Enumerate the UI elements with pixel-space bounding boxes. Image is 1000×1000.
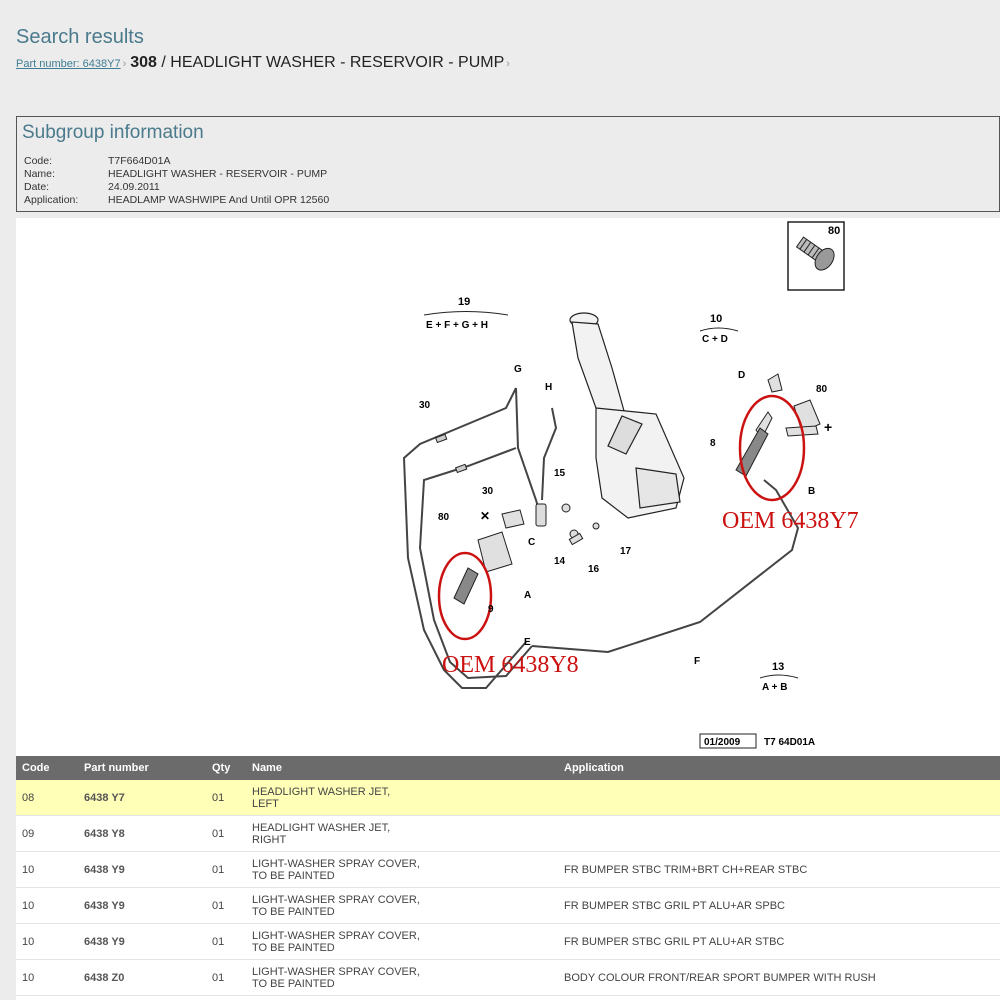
cell-part-number: 6438 Z0: [84, 971, 125, 984]
cell-application: FR BUMPER STBC GRIL PT ALU+AR SPBC: [564, 899, 785, 912]
table-header: [16, 756, 1000, 780]
name-line: LIGHT-WASHER SPRAY COVER,: [252, 893, 420, 906]
callout-19-sub: E + F + G + H: [426, 320, 488, 331]
callout-16: 16: [588, 564, 600, 575]
callout-80-left: 80: [438, 512, 450, 523]
search-results-title: Search results: [16, 26, 144, 48]
cell-qty: 01: [212, 827, 225, 840]
table-row[interactable]: [16, 816, 1000, 852]
table-row[interactable]: [16, 960, 1000, 996]
table-row[interactable]: [16, 780, 1000, 816]
plus-icon: +: [824, 419, 833, 435]
results-header: [8, 6, 1000, 110]
col-application[interactable]: Application: [564, 762, 624, 774]
info-label: Code:: [24, 155, 53, 167]
callout-e: E: [524, 637, 531, 648]
cell-qty: 01: [212, 899, 225, 912]
parts-diagram[interactable]: [16, 218, 1000, 756]
cell-part-number: 6438 Y7: [84, 791, 125, 804]
table-row[interactable]: [16, 852, 1000, 888]
info-value: T7F664D01A: [108, 155, 171, 167]
cell-part-number: 6438 Y8: [84, 827, 125, 840]
cell-code: 10: [22, 899, 35, 912]
callout-17: 17: [620, 546, 632, 557]
cross-icon: ✕: [480, 509, 491, 523]
model-number: 308: [130, 54, 157, 71]
name-line: RIGHT: [252, 833, 287, 846]
washer-reservoir: [570, 313, 684, 518]
col-name[interactable]: Name: [252, 762, 282, 774]
callout-8: 8: [710, 438, 716, 449]
chevron-right-icon: ›: [506, 58, 510, 70]
cell-name: [252, 930, 564, 954]
cell-name: [252, 858, 564, 882]
hose-connectors: [436, 434, 467, 472]
cell-qty: 01: [212, 935, 225, 948]
callout-10-sub: C + D: [702, 334, 728, 345]
subgroup-title: Subgroup information: [22, 122, 204, 143]
table-row[interactable]: [16, 924, 1000, 960]
subgroup-name: / HEADLIGHT WASHER - RESERVOIR - PUMP: [156, 54, 505, 71]
name-line: LIGHT-WASHER SPRAY COVER,: [252, 965, 420, 978]
info-label: Name:: [24, 168, 55, 180]
name-line: LIGHT-WASHER SPRAY COVER,: [252, 857, 420, 870]
cell-qty: 01: [212, 863, 225, 876]
callout-a: A: [524, 590, 532, 601]
diagram-drawing: [16, 218, 1000, 756]
name-line: HEADLIGHT WASHER JET,: [252, 821, 391, 834]
cell-qty: 01: [212, 791, 225, 804]
name-line: TO BE PAINTED: [252, 941, 335, 954]
name-line: TO BE PAINTED: [252, 905, 335, 918]
callout-10: 10: [710, 313, 723, 325]
callout-13: 13: [772, 661, 785, 673]
cell-name: [252, 822, 564, 846]
callout-80-right: 80: [816, 384, 828, 395]
info-value: HEADLAMP WASHWIPE And Until OPR 12560: [108, 194, 330, 206]
callout-c: C: [528, 537, 536, 548]
cell-name: [252, 966, 564, 990]
info-row-name: [24, 168, 329, 181]
col-part-number[interactable]: Part number: [84, 762, 149, 774]
subgroup-info-panel: [16, 116, 1000, 212]
oem-note-right: OEM 6438Y7: [722, 508, 859, 534]
name-line: TO BE PAINTED: [252, 869, 335, 882]
cell-code: 09: [22, 827, 35, 840]
washer-pump: [536, 504, 599, 545]
parts-table: [16, 756, 1000, 1000]
callout-19: 19: [458, 296, 471, 308]
callout-9: 9: [488, 604, 494, 615]
breadcrumb: [16, 54, 514, 72]
right-jet-assembly: [736, 374, 820, 476]
name-line: LEFT: [252, 797, 279, 810]
cell-code: 08: [22, 791, 35, 804]
info-row-code: [24, 155, 329, 168]
info-value: HEADLIGHT WASHER - RESERVOIR - PUMP: [108, 168, 328, 180]
callout-80: 80: [828, 225, 841, 237]
info-row-date: [24, 181, 329, 194]
diagram-date: 01/2009: [704, 737, 741, 748]
cell-application: BODY COLOUR FRONT/REAR SPORT BUMPER WITH RUSH: [564, 971, 876, 984]
breadcrumb-current: [130, 54, 504, 72]
name-line: HEADLIGHT WASHER JET,: [252, 785, 391, 798]
callout-13-sub: A + B: [762, 682, 788, 693]
name-line: LIGHT-WASHER SPRAY COVER,: [252, 929, 420, 942]
cell-name: [252, 786, 564, 810]
cell-code: 10: [22, 863, 35, 876]
cell-name: [252, 894, 564, 918]
cell-part-number: 6438 Y9: [84, 935, 125, 948]
oem-note-left: OEM 6438Y8: [442, 652, 579, 678]
cell-qty: 01: [212, 971, 225, 984]
callout-b: B: [808, 486, 816, 497]
col-qty[interactable]: Qty: [212, 762, 231, 774]
callout-14: 14: [554, 556, 566, 567]
table-row[interactable]: [16, 888, 1000, 924]
cell-part-number: 6438 Y9: [84, 863, 125, 876]
callout-g: G: [514, 364, 522, 375]
callout-d: D: [738, 370, 746, 381]
info-label: Date:: [24, 181, 50, 193]
name-line: TO BE PAINTED: [252, 977, 335, 990]
info-value: 24.09.2011: [108, 181, 160, 193]
callout-h: H: [545, 382, 553, 393]
callout-f: F: [694, 656, 701, 667]
callout-30-top: 30: [419, 400, 431, 411]
cell-code: 10: [22, 935, 35, 948]
info-label: Application:: [24, 194, 79, 206]
cell-application: FR BUMPER STBC GRIL PT ALU+AR STBC: [564, 935, 785, 948]
cell-application: FR BUMPER STBC TRIM+BRT CH+REAR STBC: [564, 863, 808, 876]
subgroup-details: [24, 155, 329, 207]
cell-part-number: 6438 Y9: [84, 899, 125, 912]
part-number-link[interactable]: Part number: 6438Y7: [16, 58, 121, 70]
info-row-application: [24, 194, 329, 207]
col-code[interactable]: Code: [22, 762, 50, 774]
chevron-right-icon: ›: [122, 58, 127, 70]
callout-30-mid: 30: [482, 486, 494, 497]
diagram-code: T7 64D01A: [764, 737, 816, 748]
callout-15: 15: [554, 468, 566, 479]
cell-code: 10: [22, 971, 35, 984]
left-jet-assembly: [454, 510, 524, 604]
